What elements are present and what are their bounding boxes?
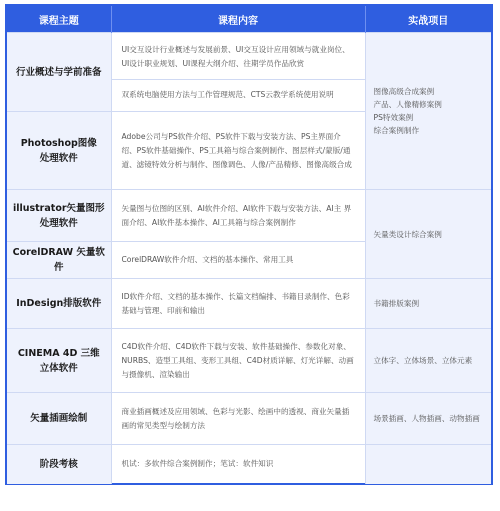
table-header-row — [7, 6, 491, 33]
topic-cell: 行业概述与学前准备 — [7, 33, 111, 112]
table-row — [7, 190, 491, 242]
content-cell: ID软件介绍、文档的基本操作、长篇文档编排、书籍目录制作、色彩基础与管理、印前和输出 — [111, 279, 365, 329]
table-row — [7, 33, 491, 112]
project-cell — [365, 445, 491, 484]
course-table — [7, 6, 491, 484]
project-cell: 场景插画、人物插画、动物插画 — [365, 393, 491, 445]
content-cell: CorelDRAW软件介绍、文档的基本操作、常用工具 — [111, 242, 365, 279]
content-cell: C4D软件介绍、C4D软件下载与安装、软件基础操作、参数化对象、NURBS、造型工具组、变形工具组、C4D材质详解、灯光详解、动画与摄像机、渲染输出 — [111, 329, 365, 393]
header-content: 课程内容 — [111, 6, 365, 33]
content-cell: 机试：多软件综合案例制作；笔试：软件知识 — [111, 445, 365, 484]
content-cell — [111, 33, 365, 112]
content-text: 双系统电脑使用方法与工作管理规范、CTS云教学系统使用说明 — [121, 89, 334, 99]
content-cell: 商业插画概述及应用领域、色彩与光影、绘画中的透视、商业矢量插画的常见类型与绘制方法 — [111, 393, 365, 445]
project-cell: 图像高级合成案例 产品、人像精修案例 PS特效案例 综合案例制作 — [365, 33, 491, 190]
table-row — [7, 279, 491, 329]
topic-cell: Photoshop图像 处理软件 — [7, 112, 111, 190]
content-cell: 矢量图与位图的区别、AI软件介绍、AI软件下载与安装方法、AI主 界面介绍、AI软件基本操作、AI工具箱与综合案例制作 — [111, 190, 365, 242]
topic-cell: CINEMA 4D 三维 立体软件 — [7, 329, 111, 393]
table-row — [7, 445, 491, 484]
project-cell: 立体字、立体场景、立体元素 — [365, 329, 491, 393]
course-table-frame — [5, 4, 493, 485]
table-row — [7, 393, 491, 445]
topic-cell: 矢量插画绘制 — [7, 393, 111, 445]
project-cell: 书籍排版案例 — [365, 279, 491, 329]
content-text: UI交互设计行业概述与发展前景、UI交互设计应用领域与就业岗位、UI设计职业规划、UI课程大纲介绍、往期学员作品欣赏 — [121, 44, 350, 68]
topic-cell: CorelDRAW 矢量软件 — [7, 242, 111, 279]
topic-cell: illustrator矢量图形 处理软件 — [7, 190, 111, 242]
header-topic: 课程主题 — [7, 6, 111, 33]
content-cell: Adobe公司与PS软件介绍、PS软件下载与安装方法、PS主界面介绍、PS软件基础操作、PS工具箱与综合案例制作、图层样式/蒙版/通道、滤镜特效分析与制作、图像调色、人像/产品精修、图像高级合成 — [111, 112, 365, 190]
project-cell: 矢量类设计综合案例 — [365, 190, 491, 279]
topic-cell: InDesign排版软件 — [7, 279, 111, 329]
header-project: 实战项目 — [365, 6, 491, 33]
content-divider — [112, 79, 365, 80]
table-row — [7, 329, 491, 393]
topic-cell: 阶段考核 — [7, 445, 111, 484]
